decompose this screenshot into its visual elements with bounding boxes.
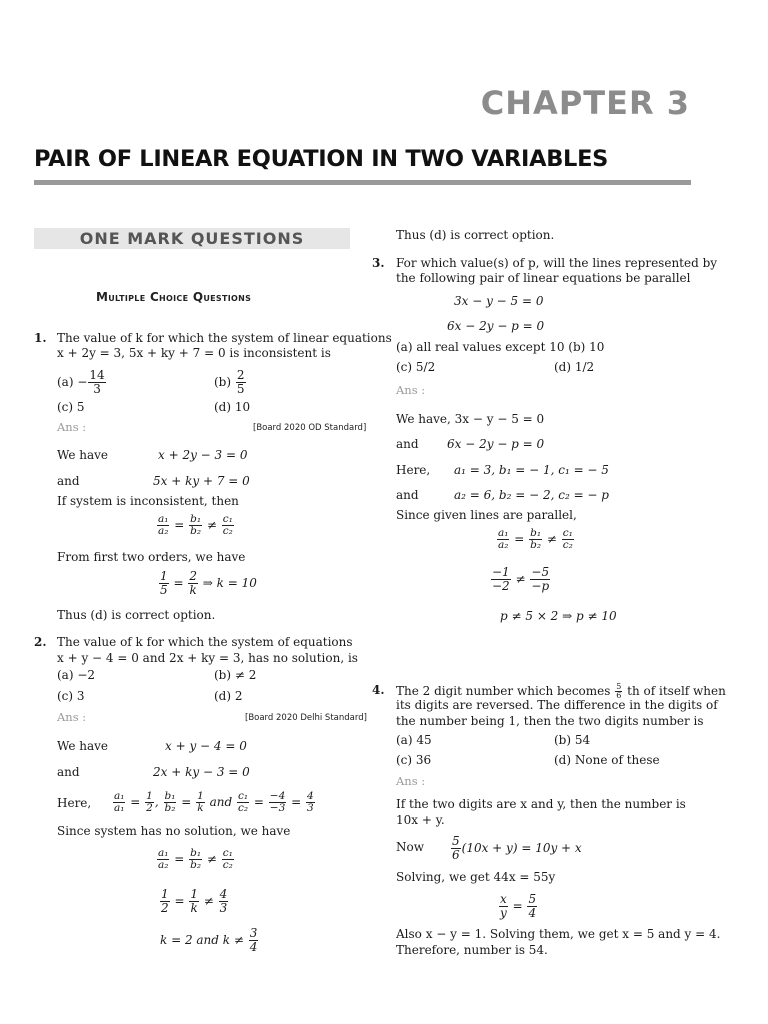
chapter-title: PAIR OF LINEAR EQUATION IN TWO VARIABLES bbox=[34, 146, 609, 172]
q1-first-two: From first two orders, we have bbox=[57, 550, 246, 564]
q4-text-line1a: The 2 digit number which becomes bbox=[396, 684, 611, 698]
q2-here: Here, bbox=[57, 796, 92, 810]
q2-last-line: k = 2 and k ≠ $\frac{3}{4}$ bbox=[160, 926, 258, 954]
q4-ratio: $\frac{x}{y}$ = $\frac{5}{4}$ bbox=[500, 892, 537, 920]
q4-text-line1b: th of itself when bbox=[627, 684, 726, 698]
q3-here: Here, bbox=[396, 463, 431, 477]
q2-option-c: (c) 3 bbox=[57, 689, 85, 703]
q4-solving: Solving, we get 44x = 55y bbox=[396, 870, 556, 884]
q1-and: and bbox=[57, 474, 80, 488]
q1-option-a-label: (a) bbox=[57, 375, 74, 389]
q1-inconsistent: If system is inconsistent, then bbox=[57, 494, 239, 508]
q1-option-a-fraction bbox=[88, 369, 105, 396]
q3-option-d: (d) 1/2 bbox=[554, 360, 595, 374]
q1-text-line1: The value of k for which the system of linear equations bbox=[57, 331, 392, 345]
q1-ratio-condition: $\frac{\text{a₁}}{\text{a₂}}$ = $\frac{\text{b₁}}{\text{b₂}}$ ≠ $\frac{\text{c₁}}{\text{c₂}}$ bbox=[158, 513, 233, 537]
q4-line1: If the two digits are x and y, then the number is bbox=[396, 797, 686, 811]
q2-source: [Board 2020 Delhi Standard] bbox=[245, 713, 367, 723]
q1-source: [Board 2020 OD Standard] bbox=[253, 423, 367, 433]
q1-option-b bbox=[214, 369, 247, 396]
q1-number: 1. bbox=[34, 331, 47, 345]
q1-option-b-num: 2 bbox=[236, 368, 245, 382]
q2-text-line1: The value of k for which the system of equations bbox=[57, 635, 353, 649]
q2-eq2: 2x + ky − 3 = 0 bbox=[153, 765, 250, 779]
q3-option-c: (c) 5/2 bbox=[396, 360, 436, 374]
q3-and1: and bbox=[396, 437, 419, 451]
q1-we-have: We have bbox=[57, 448, 109, 462]
q3-eq2b: 6x − 2y − p = 0 bbox=[447, 437, 545, 451]
prev-conclusion: Thus (d) is correct option. bbox=[396, 228, 555, 242]
q2-answer-label: Ans : bbox=[57, 710, 87, 724]
q3-final: p ≠ 5 × 2 ⇒ p ≠ 10 bbox=[500, 609, 617, 623]
q4-text-line2: its digits are reversed. The difference in the digits of bbox=[396, 698, 718, 712]
q1-eq1: x + 2y − 3 = 0 bbox=[158, 448, 248, 462]
q3-and2: and bbox=[396, 488, 419, 502]
q3-coef2: a₂ = 6, b₂ = − 2, c₂ = − p bbox=[454, 488, 609, 502]
q2-ratios: $\frac{\text{a₁}}{\text{a₁}}$ = $\frac{1}{2}$ , $\frac{\text{b₁}}{\text{b₂}}$ = $\frac{1}{k}$ and $\frac{\text{c₁}}{\text{c₂}}$ = $\frac{-4}{-3}$ = $\frac{4}{3}$ bbox=[114, 790, 314, 814]
q2-ratio-values: $\frac{1}{2}$ = $\frac{1}{k}$ ≠ $\frac{4}{3}$ bbox=[161, 887, 228, 915]
q2-and: and bbox=[57, 765, 80, 779]
subsection-heading: Multiple Choice Questions bbox=[96, 290, 252, 304]
q4-option-b: (b) 54 bbox=[554, 733, 591, 747]
q3-answer-label: Ans : bbox=[396, 383, 426, 397]
q3-option-ab: (a) all real values except 10 (b) 10 bbox=[396, 340, 605, 354]
q4-now: Now bbox=[396, 840, 424, 854]
q2-we-have: We have bbox=[57, 739, 109, 753]
q3-ratio-values: $\frac{-1}{-2}$ ≠ $\frac{-5}{-p}$ bbox=[492, 565, 550, 593]
q3-eq2: 6x − 2y − p = 0 bbox=[447, 319, 545, 333]
q4-option-c: (c) 36 bbox=[396, 753, 432, 767]
q1-option-b-den: 5 bbox=[236, 382, 245, 396]
q1-option-a-num: 14 bbox=[89, 368, 105, 382]
q1-result: $\frac{1}{5}$ = $\frac{2}{k}$ ⇒ k = 10 bbox=[160, 569, 257, 597]
q4-line2: 10x + y. bbox=[396, 813, 445, 827]
q2-last-line-text: k = 2 and k ≠ bbox=[160, 933, 244, 947]
q1-option-b-label: (b) bbox=[214, 375, 232, 389]
q2-text-line2: x + y − 4 = 0 and 2x + ky = 3, has no solution, is bbox=[57, 651, 358, 665]
q4-text-line3: the number being 1, then the two digits number is bbox=[396, 714, 704, 728]
q4-now-equation: $\frac{5}{6}$ (10x + y) = 10y + x bbox=[452, 834, 582, 862]
q2-no-solution: Since system has no solution, we have bbox=[57, 824, 291, 838]
q3-ratio-condition: $\frac{\text{a₁}}{\text{a₂}}$ = $\frac{\text{b₁}}{\text{b₂}}$ ≠ $\frac{\text{c₁}}{\text{c₂}}$ bbox=[498, 527, 573, 551]
q4-answer-label: Ans : bbox=[396, 774, 426, 788]
q3-text-line2: the following pair of linear equations be parallel bbox=[396, 271, 691, 285]
q3-eq1: 3x − y − 5 = 0 bbox=[454, 294, 544, 308]
q3-text-line1: For which value(s) of p, will the lines represented by bbox=[396, 256, 718, 270]
q1-option-a-den: 3 bbox=[93, 382, 101, 396]
q1-option-d: (d) 10 bbox=[214, 400, 251, 414]
q4-fraction: $\frac{5}{6}$ bbox=[616, 682, 622, 700]
q4-option-a: (a) 45 bbox=[396, 733, 432, 747]
q1-option-b-fraction bbox=[236, 369, 246, 396]
q1-conclusion: Thus (d) is correct option. bbox=[57, 608, 216, 622]
q3-number: 3. bbox=[372, 256, 385, 270]
q2-eq1: x + y − 4 = 0 bbox=[165, 739, 247, 753]
title-divider bbox=[34, 180, 691, 185]
q1-option-a: (a) − $\frac{14}{3}$ bbox=[57, 368, 105, 396]
q2-ratio-condition: $\frac{\text{a₁}}{\text{a₂}}$ = $\frac{\text{b₁}}{\text{b₂}}$ ≠ $\frac{\text{c₁}}{\text{c₂}}$ bbox=[158, 847, 233, 871]
q1-result-text: ⇒ k = 10 bbox=[202, 576, 257, 590]
q4-also: Also x − y = 1. Solving them, we get x = 5 and y = 4. bbox=[396, 927, 721, 941]
q2-number: 2. bbox=[34, 635, 47, 649]
q4-option-d: (d) None of these bbox=[554, 753, 660, 767]
q1-eq2: 5x + ky + 7 = 0 bbox=[153, 474, 250, 488]
q2-option-d: (d) 2 bbox=[214, 689, 243, 703]
q1-text-line2: x + 2y = 3, 5x + ky + 7 = 0 is inconsistent is bbox=[57, 346, 331, 360]
q1-option-c: (c) 5 bbox=[57, 400, 85, 414]
q4-therefore: Therefore, number is 54. bbox=[396, 943, 548, 957]
section-heading: ONE MARK QUESTIONS bbox=[34, 228, 350, 249]
q2-option-b: (b) ≠ 2 bbox=[214, 668, 257, 682]
q3-parallel: Since given lines are parallel, bbox=[396, 508, 577, 522]
q4-now-eq-text: (10x + y) = 10y + x bbox=[461, 841, 582, 855]
chapter-number: CHAPTER 3 bbox=[480, 84, 690, 122]
q3-coef1: a₁ = 3, b₁ = − 1, c₁ = − 5 bbox=[454, 463, 609, 477]
q4-number: 4. bbox=[372, 683, 385, 697]
q1-answer-label: Ans : bbox=[57, 420, 87, 434]
q3-we-have: We have, 3x − y − 5 = 0 bbox=[396, 412, 545, 426]
q2-option-a: (a) −2 bbox=[57, 668, 96, 682]
